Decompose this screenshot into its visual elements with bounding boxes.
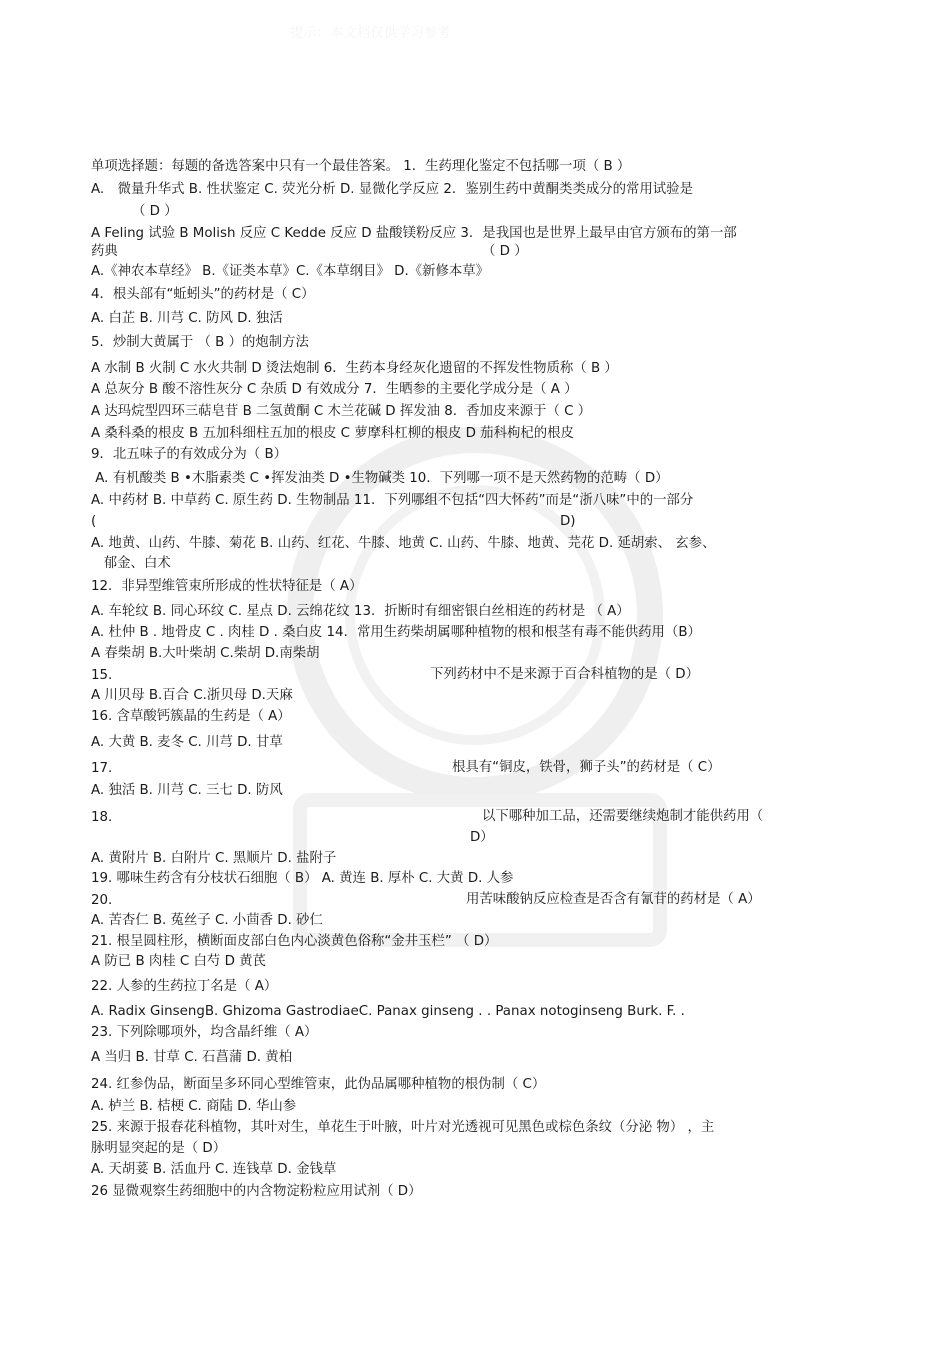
question-line: 19. 哪味生药含有分枝状石细胞（ B） A. 黄连 B. 厚朴 C. 大黄 D. 人参 xyxy=(91,871,514,886)
question-line: 17. xyxy=(91,761,113,776)
question-line: 26 显微观察生药细胞中的内含物淀粉粒应用试剂（ D） xyxy=(91,1184,422,1199)
question-line: A. Radix GinsengB. Ghizoma GastrodiaeC. Panax ginseng . . Panax notoginseng Burk. F. . xyxy=(91,1004,685,1019)
question-line: A. 杜仲 B . 地骨皮 C . 肉桂 D . 桑白皮 14．常用生药柴胡属哪种植物的根和根茎有毒不能供药用（B） xyxy=(91,625,701,640)
question-line: A 达玛烷型四环三萜皂苷 B 二氢黄酮 C 木兰花碱 D 挥发油 8．香加皮来源于（ C ） xyxy=(91,404,592,419)
question-line: A. 栌兰 B. 桔梗 C. 商陆 D. 华山参 xyxy=(91,1099,297,1114)
header-faint-text: 提示：本文档仅供学习参考 xyxy=(290,26,451,41)
question-line: 脉明显突起的是（ D） xyxy=(91,1141,227,1156)
question-line: 4．根头部有“蚯蚓头”的药材是（ C） xyxy=(91,287,315,302)
answer-mark: （ D ） xyxy=(482,244,528,259)
question-line: A. 地黄、山药、牛膝、菊花 B. 山药、红花、牛膝、地黄 C. 山药、牛膝、地黄、芫花 D. 延胡索、 玄参、 xyxy=(91,536,716,551)
question-line: 根具有“铜皮，铁骨，狮子头”的药材是（ C） xyxy=(452,760,721,775)
question-line: A. 天胡荽 B. 活血丹 C. 连钱草 D. 金钱草 xyxy=(91,1162,337,1177)
question-line: A. 车轮纹 B. 同心环纹 C. 星点 D. 云绵花纹 13．折断时有细密银白丝相连的药材是 （ A） xyxy=(91,604,630,619)
question-line: 5．炒制大黄属于 （ B ）的炮制方法 xyxy=(91,335,309,350)
answer-mark: D） xyxy=(470,830,494,845)
question-line: 用苦味酸钠反应检查是否含有氰苷的药材是（ A） xyxy=(466,892,761,907)
question-line: ( xyxy=(91,514,97,529)
question-line: A 川贝母 B.百合 C.浙贝母 D.天麻 xyxy=(91,688,293,703)
question-line: 20. xyxy=(91,893,113,908)
question-line: （ D ） xyxy=(132,204,178,219)
question-line: 单项选择题：每题的备选答案中只有一个最佳答案。 1．生药理化鉴定不包括哪一项（ B ） xyxy=(91,159,631,174)
question-line: A. 黄附片 B. 白附片 C. 黑顺片 D. 盐附子 xyxy=(91,851,337,866)
question-line: A 总灰分 B 酸不溶性灰分 C 杂质 D 有效成分 7．生晒参的主要化学成分是（ A ） xyxy=(91,382,578,397)
question-line: A. 中药材 B. 中草药 C. 原生药 D. 生物制品 11．下列哪组不包括“四大怀药”而是“浙八味”中的一部分 xyxy=(91,493,694,508)
question-line: A 春柴胡 B.大叶柴胡 C.柴胡 D.南柴胡 xyxy=(91,646,320,661)
question-line: 15. xyxy=(91,668,113,683)
question-line: A. 苦杏仁 B. 菟丝子 C. 小茴香 D. 砂仁 xyxy=(91,913,323,928)
question-line: 以下哪种加工品，还需要继续炮制才能供药用（ xyxy=(482,809,764,824)
question-line: A. 大黄 B. 麦冬 C. 川芎 D. 甘草 xyxy=(91,735,283,750)
question-line: 21. 根呈圆柱形，横断面皮部白色内心淡黄色俗称“金井玉栏” （ D） xyxy=(91,934,498,949)
question-line: A. 独活 B. 川芎 C. 三七 D. 防风 xyxy=(91,783,283,798)
question-line: A 水制 B 火制 C 水火共制 D 烫法炮制 6．生药本身经灰化遗留的不挥发性物质称（ B ） xyxy=(91,361,618,376)
question-line: 22. 人参的生药拉丁名是（ A） xyxy=(91,979,278,994)
question-line: A.《神农本草经》 B.《证类本草》C.《本草纲目》 D.《新修本草》 xyxy=(91,264,490,279)
question-line: A 桑科桑的根皮 B 五加科细柱五加的根皮 C 萝摩科杠柳的根皮 D 茄科枸杞的根皮 xyxy=(91,426,574,441)
question-line: A. 白芷 B. 川芎 C. 防风 D. 独活 xyxy=(91,311,283,326)
question-line: 12．非异型维管束所形成的性状特征是（ A） xyxy=(91,579,363,594)
question-line: A Feling 试验 B Molish 反应 C Kedde 反应 D 盐酸镁粉反应 3．是我国也是世界上最早由官方颁布的第一部 xyxy=(91,226,737,241)
question-line: 18. xyxy=(91,810,113,825)
question-line: 药典 xyxy=(91,244,118,259)
question-line: 9．北五味子的有效成分为（ B） xyxy=(91,447,288,462)
question-line: A 防已 B 肉桂 C 白芍 D 黄芪 xyxy=(91,954,266,969)
question-line: A. 有机酸类 B •木脂素类 C •挥发油类 D •生物碱类 10．下列哪一项不是天然药物的范畴（ D） xyxy=(91,471,669,486)
question-line: 24. 红参伪品，断面呈多环同心型维管束，此伪品属哪种植物的根伪制（ C） xyxy=(91,1077,546,1092)
question-line: 16. 含草酸钙簇晶的生药是（ A） xyxy=(91,709,291,724)
answer-mark: D) xyxy=(560,514,576,529)
question-line: A 当归 B. 甘草 C. 石菖蒲 D. 黄柏 xyxy=(91,1050,293,1065)
question-line: 下列药材中不是来源于百合科植物的是（ D） xyxy=(430,667,699,682)
question-line: 郁金、白术 xyxy=(91,556,171,571)
question-line: 25. 来源于报春花科植物，其叶对生，单花生于叶腋，叶片对光透视可见黑色或棕色条纹（分泌 物） ，主 xyxy=(91,1120,715,1135)
question-line: 23. 下列除哪项外，均含晶纤维（ A） xyxy=(91,1025,318,1040)
question-line: A. 微量升华式 B. 性状鉴定 C. 荧光分析 D. 显微化学反应 2．鉴别生药中黄酮类类成分的常用试验是 xyxy=(91,182,693,197)
